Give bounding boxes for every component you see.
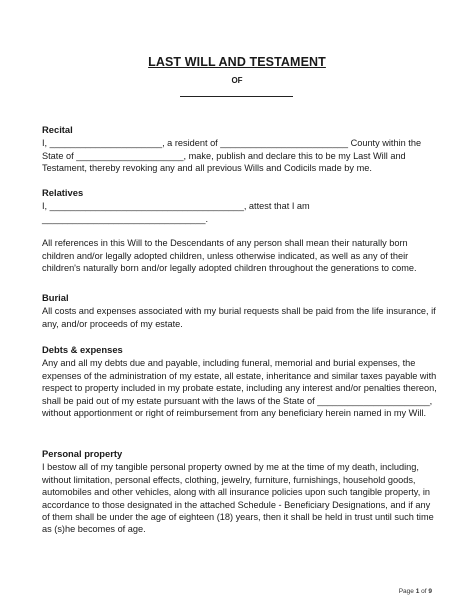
section-heading: Recital: [42, 124, 73, 135]
page-of-label: of: [421, 588, 427, 595]
section-heading: Debts & expenses: [42, 344, 123, 355]
section-body: I, ______________________________________, attest that I am ________________________________.: [42, 201, 310, 224]
document-title: LAST WILL AND TESTAMENT: [148, 55, 326, 69]
section-body-descendants: All references in this Will to the Descendants of any person shall mean their naturally born children and/or legally adopted children, unless otherwise indicated, as well as any of their children's naturally born and/or legally adopted children throughout the generations to come.: [42, 238, 417, 274]
section-burial: [42, 292, 437, 330]
section-body: I, ______________________, a resident of _________________________ County within the State of _____________________, make, publish and declare this to be my Last Will and Testament, thereby revoking any and all previous Wills and Codicils made by me.: [42, 138, 422, 174]
page-current: 1: [415, 588, 420, 595]
page-total: 9: [428, 588, 432, 595]
section-personal-property: [42, 448, 437, 536]
section-body: Any and all my debts due and payable, including funeral, memorial and burial expenses, the expenses of the administration of my estate, all estate, inheritance and similar taxes payable with respect to property included in my probate estate, including any interest and/or penalties thereon, shall be paid out of my estate pursuant with the laws of the State of ______________________, without apportionment or right of reimbursement from any beneficiary herein named in my Will.: [42, 358, 437, 419]
page-label: Page: [398, 588, 414, 595]
section-body: All costs and expenses associated with my burial requests shall be paid from the life insurance, if any, and/or proceeds of my estate.: [42, 306, 436, 329]
section-heading: Personal property: [42, 448, 123, 459]
testator-name-blank: [180, 96, 293, 97]
section-heading: Relatives: [42, 187, 84, 198]
section-debts-expenses: [42, 344, 437, 419]
section-recital: [42, 124, 437, 175]
page-number: [399, 588, 432, 595]
section-body: I bestow all of my tangible personal property owned by me at the time of my death, including, without limitation, personal effects, clothing, jewelry, furniture, furnishings, household goods, automobiles and other vehicles, along with all insurance policies upon such tangible property, in accordance to those designated in the attached Schedule - Beneficiary Designations, and if any of them shall be under the age of eighteen (18) years, then it shall be held in trust until such time as (s)he becomes of age.: [42, 462, 434, 535]
document-of-label: OF: [231, 76, 243, 85]
section-heading: Burial: [42, 292, 69, 303]
section-relatives: [42, 187, 437, 274]
